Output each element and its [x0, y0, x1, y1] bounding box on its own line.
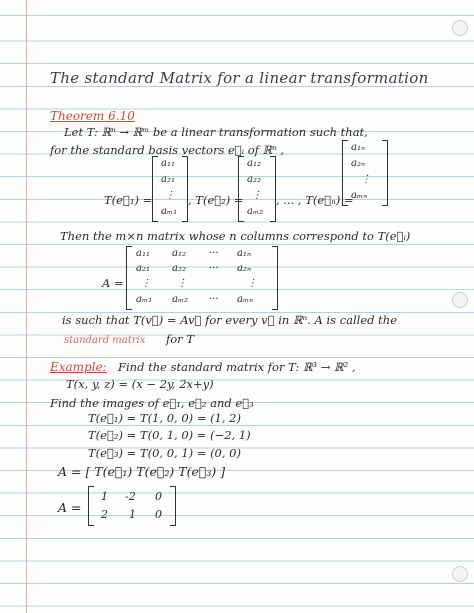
matrix-a-label: A =: [102, 276, 124, 290]
matrix-entry: 2: [101, 508, 108, 521]
image-e3: T(e⃗₃) = T(0, 0, 1) = (0, 0): [88, 446, 241, 460]
a-columns-equation: A = [ T(e⃗₁) T(e⃗₂) T(e⃗₃) ]: [58, 464, 226, 479]
matrix-entry: a₂ₙ: [237, 263, 252, 274]
matrix-entry: a₂ₙ: [351, 158, 366, 169]
binder-hole: [452, 566, 468, 582]
matrix-entry: ···: [209, 263, 219, 274]
matrix-entry: a₁₂: [247, 158, 261, 169]
theorem-line-3: Then the m×n matrix whose n columns correspond to T(e⃗ᵢ): [60, 229, 411, 243]
matrix-entry: aₘₙ: [237, 294, 254, 305]
t-e2-label: , T(e⃗₂) =: [188, 193, 244, 207]
matrix-entry: ⋮: [252, 190, 262, 201]
matrix-entry: ⋮: [247, 278, 257, 289]
matrix-entry: a₂₁: [161, 174, 175, 185]
matrix-entry: aₘ₁: [161, 206, 178, 217]
example-prompt: Find the standard matrix for T: ℝ³ → ℝ² ,: [118, 360, 356, 374]
matrix-entry: ⋮: [177, 278, 187, 289]
matrix-entry: a₁ₙ: [351, 142, 366, 153]
theorem-line-1: Let T: ℝⁿ → ℝᵐ be a linear transformation such that,: [64, 125, 368, 139]
example-label: Example:: [50, 360, 107, 374]
matrix-entry: a₁₁: [161, 158, 175, 169]
margin-line: [26, 0, 27, 613]
matrix-entry: a₂₂: [172, 263, 186, 274]
standard-matrix-result: [88, 486, 176, 526]
example-definition: T(x, y, z) = (x − 2y, 2x+y): [66, 377, 214, 391]
theorem-heading: Theorem 6.10: [50, 109, 135, 123]
matrix-entry: ···: [209, 294, 219, 305]
matrix-entry: 0: [155, 508, 162, 521]
matrix-entry: ⋮: [165, 190, 175, 201]
matrix-entry: 1: [101, 490, 108, 503]
column-vector-2: [238, 156, 276, 222]
binder-hole: [452, 20, 468, 36]
theorem-line-2: for the standard basis vectors e⃗ᵢ of ℝⁿ ,: [50, 143, 285, 157]
matrix-entry: ···: [209, 248, 219, 259]
matrix-entry: a₂₁: [136, 263, 150, 274]
image-e2: T(e⃗₂) = T(0, 1, 0) = (−2, 1): [88, 428, 251, 442]
matrix-entry: aₘₙ: [351, 190, 368, 201]
general-matrix-a: [126, 246, 278, 310]
matrix-entry: ⋮: [141, 278, 151, 289]
find-images-text: Find the images of e⃗₁, e⃗₂ and e⃗₃: [50, 396, 254, 410]
binder-hole: [452, 292, 468, 308]
column-vector-1: [152, 156, 188, 222]
matrix-entry: aₘ₁: [136, 294, 153, 305]
matrix-entry: ⋮: [361, 174, 371, 185]
matrix-entry: -2: [125, 490, 136, 503]
t-en-label: , ... , T(e⃗ₙ) =: [276, 193, 354, 207]
standard-matrix-phrase: standard matrix: [64, 335, 146, 346]
t-e1-label: T(e⃗₁) =: [104, 193, 153, 207]
for-t-text: for T: [166, 332, 195, 346]
matrix-entry: a₁₂: [172, 248, 186, 259]
matrix-entry: aₘ₂: [247, 206, 264, 217]
matrix-entry: a₁₁: [136, 248, 150, 259]
page-title: The standard Matrix for a linear transformation: [50, 69, 429, 87]
matrix-entry: a₁ₙ: [237, 248, 252, 259]
matrix-entry: aₘ₂: [172, 294, 189, 305]
image-e1: T(e⃗₁) = T(1, 0, 0) = (1, 2): [88, 411, 241, 425]
matrix-entry: 0: [155, 490, 162, 503]
matrix-entry: a₂₂: [247, 174, 261, 185]
result-a-label: A =: [58, 500, 82, 515]
column-vector-n: [342, 140, 388, 206]
matrix-entry: 1: [129, 508, 136, 521]
theorem-line-4: is such that T(v⃗) = Av⃗ for every v⃗ in ℝⁿ. A is called the: [62, 313, 398, 327]
